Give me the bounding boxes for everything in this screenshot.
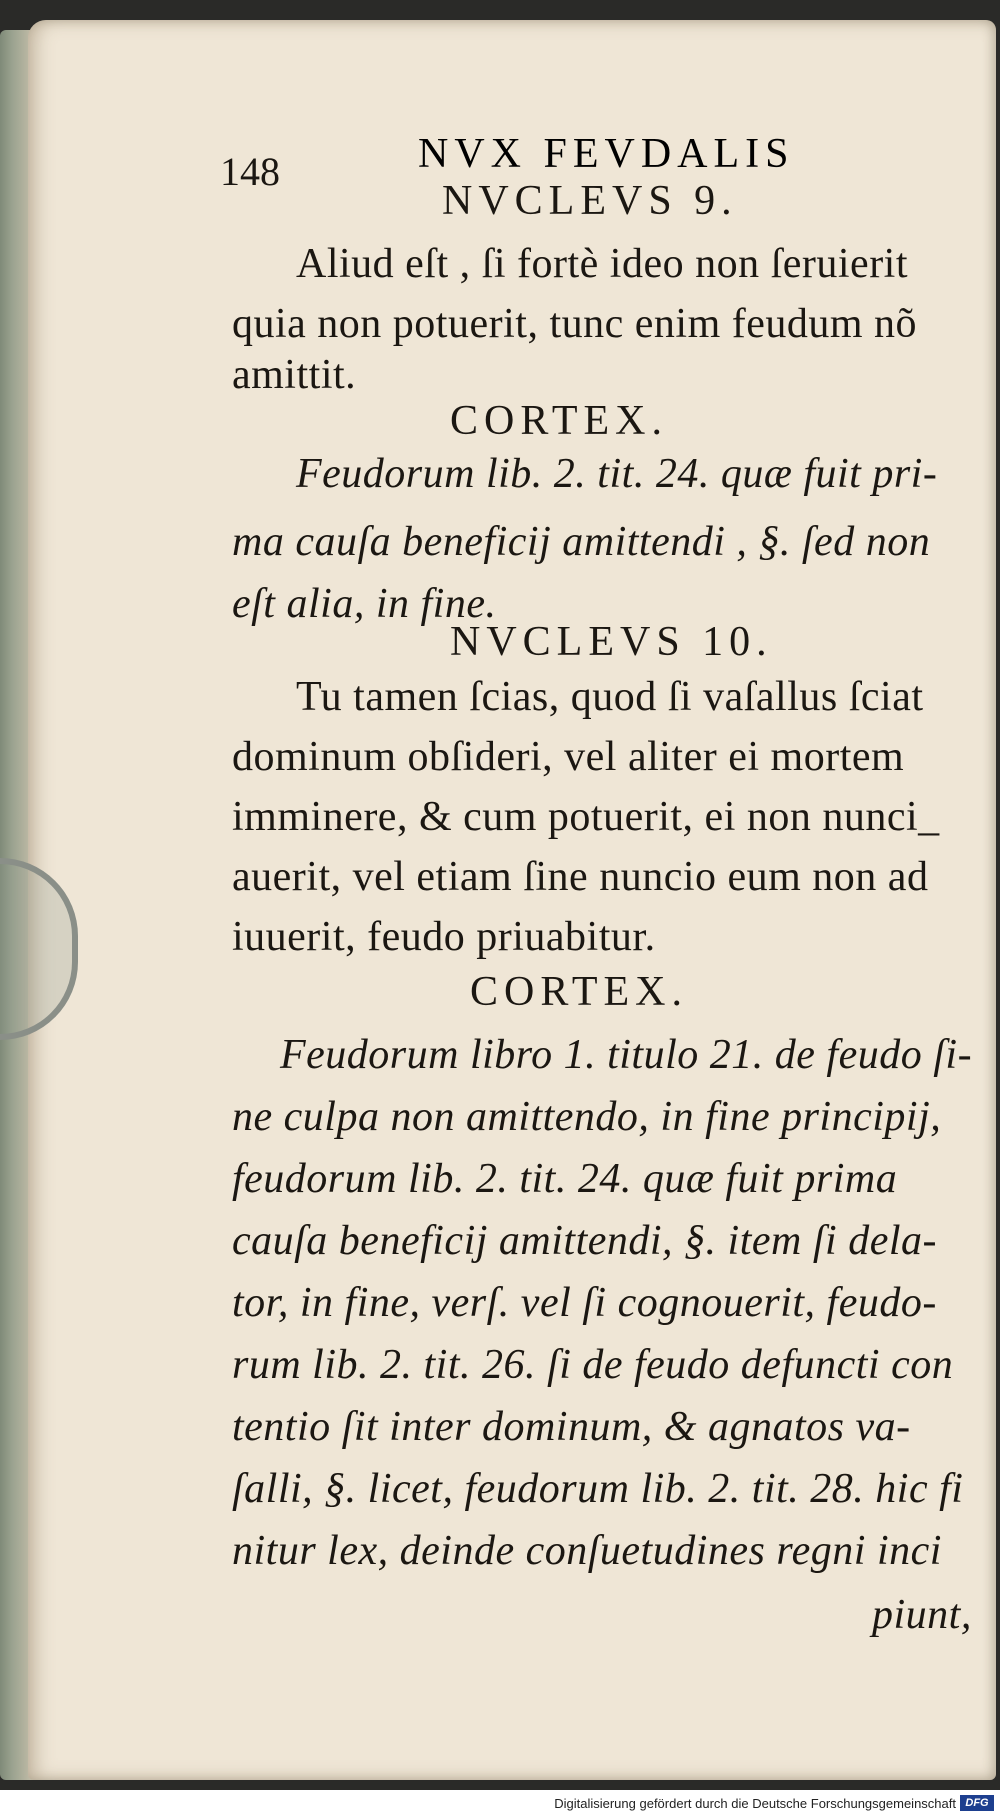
- text-line: auerit, vel etiam ſine nuncio eum non ad: [232, 854, 929, 900]
- text-line: rum lib. 2. tit. 26. ſi de feudo defuncti con: [232, 1342, 954, 1388]
- cortex-heading: CORTEX.: [470, 969, 688, 1015]
- catchword: piunt,: [872, 1592, 972, 1638]
- text-line: Tu tamen ſcias, quod ſi vaſallus ſciat: [296, 674, 924, 720]
- running-head: NVX FEVDALIS: [418, 131, 795, 177]
- text-line: quia non potuerit, tunc enim feudum nõ: [232, 301, 918, 347]
- text-line: ſalli, §. licet, feudorum lib. 2. tit. 28. hic fi: [232, 1466, 964, 1512]
- text-line: amittit.: [232, 352, 357, 398]
- page-number: 148: [220, 149, 280, 194]
- funding-credit: Digitalisierung gefördert durch die Deutsche Forschungsgemeinschaft: [554, 1796, 956, 1811]
- text-line: Aliud eſt , ſi fortè ideo non ſeruierit: [296, 241, 909, 287]
- text-line: tor, in fine, verſ. vel ſi cognouerit, feudo-: [232, 1280, 937, 1326]
- text-line: feudorum lib. 2. tit. 24. quæ fuit prima: [232, 1156, 898, 1202]
- text-line: imminere, & cum potuerit, ei non nunci_: [232, 794, 940, 840]
- text-line: cauſa beneficij amittendi, §. item ſi dela-: [232, 1218, 938, 1264]
- nucleus-heading-9: NVCLEVS 9.: [442, 178, 738, 224]
- text-line: eſt alia, in fine.: [232, 581, 497, 627]
- text-line: Feudorum lib. 2. tit. 24. quæ fuit pri-: [296, 451, 938, 497]
- text-line: ma cauſa beneficij amittendi , §. ſed non: [232, 519, 931, 565]
- text-line: ne culpa non amittendo, in fine principij,: [232, 1094, 942, 1140]
- dfg-logo: DFG: [960, 1795, 994, 1811]
- footer-bar: [0, 1790, 1000, 1818]
- text-line: dominum obſideri, vel aliter ei mortem: [232, 734, 905, 780]
- nucleus-heading-10: NVCLEVS 10.: [450, 619, 773, 665]
- cortex-heading: CORTEX.: [450, 398, 668, 444]
- text-line: Feudorum libro 1. titulo 21. de feudo ſi-: [280, 1032, 973, 1078]
- text-line: tentio ſit inter dominum, & agnatos va-: [232, 1404, 911, 1450]
- text-line: iuuerit, feudo priuabitur.: [232, 914, 656, 960]
- text-line: nitur lex, deinde conſuetudines regni inci: [232, 1528, 942, 1574]
